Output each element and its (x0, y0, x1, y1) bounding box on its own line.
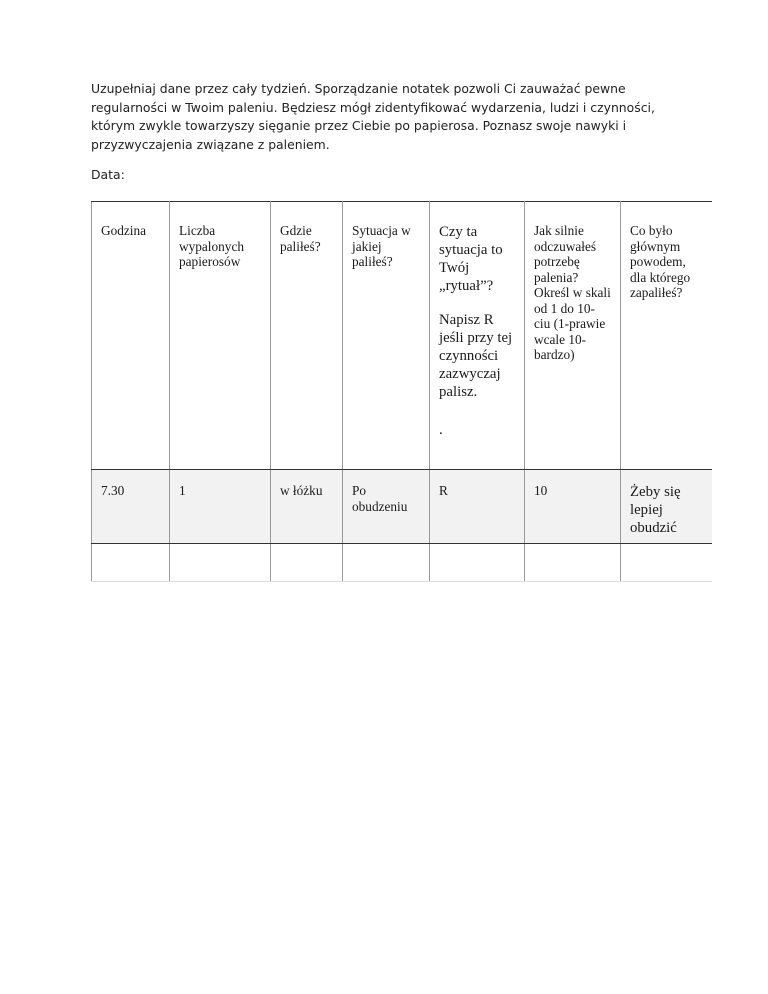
empty-cell-where[interactable] (271, 544, 343, 582)
cell-situation: Po obudzeniu (343, 470, 430, 544)
cell-reason: Żeby się lepiej obudzić (621, 470, 712, 544)
header-ritual-instruction: Napisz R jeśli przy tej czynności zazwyczaj palisz. (439, 312, 513, 400)
header-ritual-question: Czy ta sytuacja to Twój „rytuał”? (439, 224, 503, 294)
header-ritual (430, 202, 525, 470)
header-ritual-dot: . (439, 422, 443, 438)
empty-cell-count[interactable] (170, 544, 271, 582)
header-count: Liczba wypalonych papierosów (170, 202, 271, 470)
table-row (92, 470, 712, 544)
header-where: Gdzie paliłeś? (271, 202, 343, 470)
intro-paragraph: Uzupełniaj dane przez cały tydzień. Sporządzanie notatek pozwoli Ci zauważać pewne regularności w Twoim paleniu. Będziesz mógł zidentyfikować wydarzenia, ludzi i czynności, którym zwykle towarzyszy sięganie przez Ciebie po papierosa. Poznasz swoje nawyki i przyzwyczajenia związane z paleniem. (91, 81, 655, 152)
cell-ritual: R (430, 470, 525, 544)
smoking-log-table (91, 201, 712, 582)
table-row-empty (92, 544, 712, 582)
empty-cell-situation[interactable] (343, 544, 430, 582)
empty-cell-reason[interactable] (621, 544, 712, 582)
cell-where: w łóżku (271, 470, 343, 544)
cell-count: 1 (170, 470, 271, 544)
empty-cell-ritual[interactable] (430, 544, 525, 582)
cell-urge: 10 (525, 470, 621, 544)
empty-cell-hour[interactable] (92, 544, 170, 582)
header-urge: Jak silnie odczuwałeś potrzebę palenia? Określ w skali od 1 do 10-ciu (1-prawie wcale 10-bardzo) (525, 202, 621, 470)
header-reason: Co było głównym powodem, dla którego zapaliłeś? (621, 202, 712, 470)
table-header-row (92, 202, 712, 470)
date-label: Data: (91, 167, 125, 182)
empty-cell-urge[interactable] (525, 544, 621, 582)
header-hour: Godzina (92, 202, 170, 470)
cell-hour: 7.30 (92, 470, 170, 544)
header-situation: Sytuacja w jakiej paliłeś? (343, 202, 430, 470)
